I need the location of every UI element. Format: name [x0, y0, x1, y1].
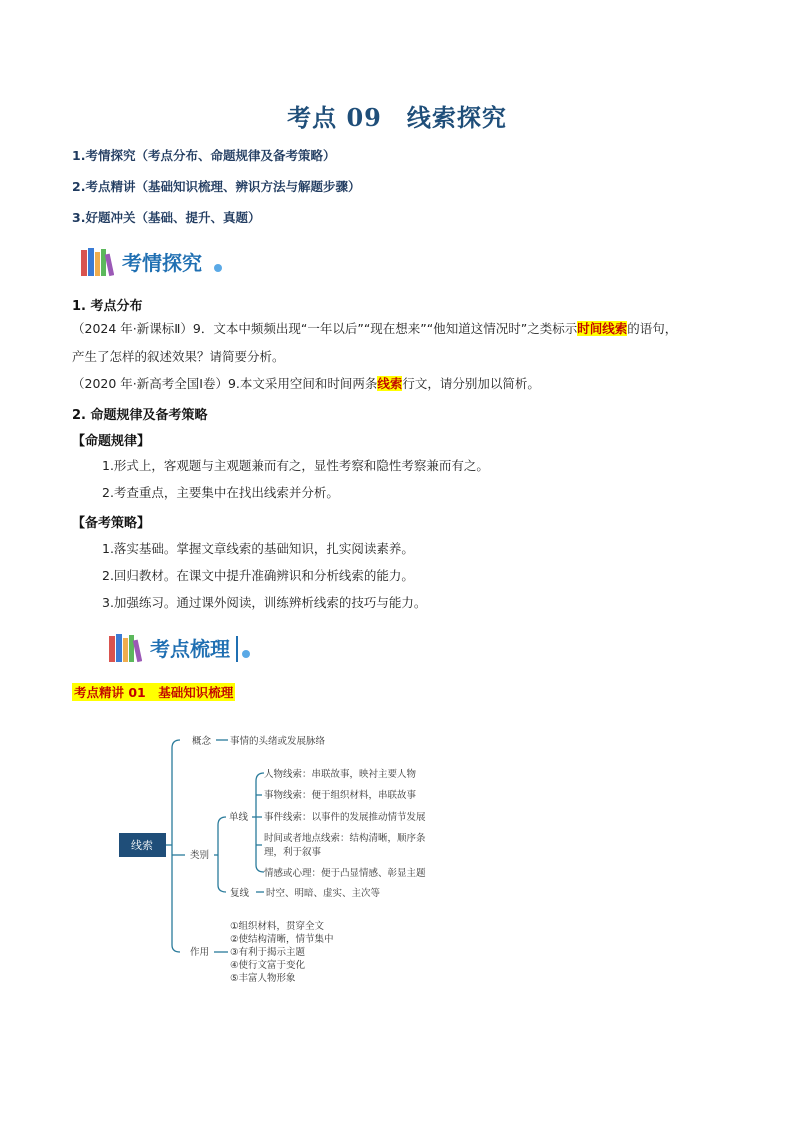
function-item-3: ③有利于揭示主题: [230, 947, 306, 958]
toc-item-3: 3.好题冲关（基础、提升、真题）: [72, 210, 261, 225]
strategy-item-1: 1.落实基础。掌握文章线索的基础知识，扎实阅读素养。: [102, 541, 414, 556]
question-1-tail: 的语句，: [627, 321, 678, 336]
single-item-1: 人物线索：串联故事，映衬主要人物: [264, 769, 417, 780]
function-item-2: ②使结构清晰，情节集中: [230, 934, 334, 945]
page-title: 考点 09 线索探究: [287, 103, 507, 132]
rule-item-1: 1.形式上，客观题与主观题兼而有之，显性考察和隐性考察兼而有之。: [102, 458, 489, 473]
double-line-text: 时空、明暗、虚实、主次等: [266, 888, 381, 899]
single-line-label: 单线: [229, 812, 249, 823]
section-heading-2: 2. 命题规律及备考策略: [72, 408, 208, 423]
root-label: 线索: [131, 839, 153, 852]
function-item-4: ④使行文富于变化: [230, 960, 306, 971]
highlight-clue: 线索: [377, 376, 403, 391]
single-item-5: 情感或心理：便于凸显情感、彰显主题: [264, 868, 426, 879]
rule-title: 【命题规律】: [72, 434, 151, 449]
function-item-1: ①组织材料，贯穿全文: [230, 921, 325, 932]
single-item-4-cont: 理，利于叙事: [264, 847, 322, 858]
concept-label: 概念: [192, 736, 212, 747]
strategy-item-3: 3.加强练习。通过课外阅读，训练辨析线索的技巧与能力。: [102, 595, 427, 610]
single-item-2: 事物线索：便于组织材料，串联故事: [264, 790, 417, 801]
toc-item-2: 2.考点精讲（基础知识梳理、辨识方法与解题步骤）: [72, 179, 361, 194]
concept-text: 事情的头绪或发展脉络: [230, 736, 326, 747]
banner-1-title: 考情探究: [122, 251, 202, 275]
strategy-item-2: 2.回归教材。在课文中提升准确辨识和分析线索的能力。: [102, 568, 414, 583]
category-label: 类别: [190, 850, 210, 861]
section-heading-1: 1. 考点分布: [72, 299, 143, 314]
banner-2-title: 考点梳理: [150, 637, 230, 661]
highlight-time-clue: 时间线索: [577, 321, 628, 336]
strategy-title: 【备考策略】: [72, 516, 151, 531]
single-item-4: 时间或者地点线索：结构清晰，顺序条: [264, 833, 426, 844]
rule-item-2: 2.考查重点，主要集中在找出线索并分析。: [102, 485, 339, 500]
double-line-label: 复线: [230, 888, 250, 899]
question-1-line2: 产生了怎样的叙述效果？请简要分析。: [72, 349, 285, 364]
question-1-text: （2024 年·新课标Ⅱ）9．文本中频频出现“一年以后”“现在想来”“他知道这情况时”之类标示: [72, 321, 578, 336]
question-2-tail: 行文，请分别加以简析。: [402, 376, 540, 391]
section-tag: 考点精讲 01 基础知识梳理: [74, 685, 234, 700]
toc-item-1: 1.考情探究（考点分布、命题规律及备考策略）: [72, 148, 336, 163]
question-2-text: （2020 年·新高考全国Ⅰ卷）9.本文采用空间和时间两条: [72, 376, 378, 391]
single-item-3: 事件线索：以事件的发展推动情节发展: [264, 812, 426, 823]
function-item-5: ⑤丰富人物形象: [230, 973, 296, 984]
function-label: 作用: [190, 947, 210, 958]
